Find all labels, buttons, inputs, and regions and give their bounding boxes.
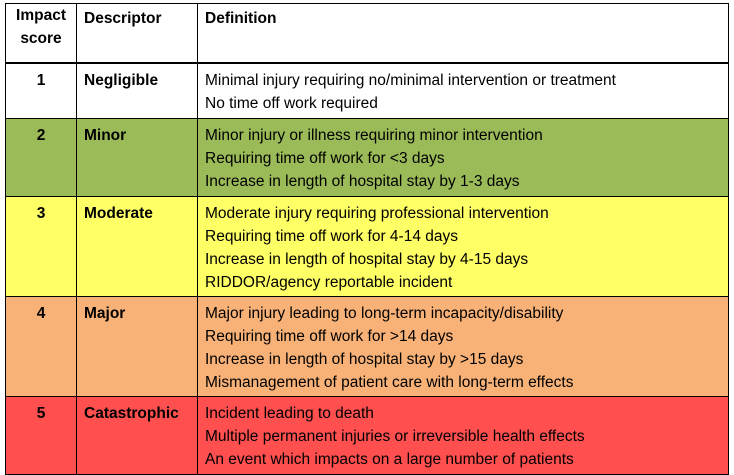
definition-line: Minimal injury requiring no/minimal intervention or treatment bbox=[205, 72, 616, 89]
definition-cell bbox=[198, 197, 729, 297]
table-row bbox=[6, 397, 729, 475]
definition-line: Increase in length of hospital stay by 4-15 days bbox=[205, 251, 529, 268]
definition-cell bbox=[198, 297, 729, 397]
impact-score-cell: 3 bbox=[6, 197, 77, 297]
impact-score-table bbox=[5, 3, 729, 475]
table-row bbox=[6, 197, 729, 297]
table-body bbox=[6, 63, 729, 475]
descriptor-cell: Catastrophic bbox=[77, 397, 198, 475]
definition-cell bbox=[198, 397, 729, 475]
definition-line: Minor injury or illness requiring minor intervention bbox=[205, 127, 543, 144]
definition-cell bbox=[198, 63, 729, 119]
header-impact-score bbox=[6, 4, 77, 64]
header-descriptor: Descriptor bbox=[77, 4, 198, 64]
impact-score-cell: 1 bbox=[6, 63, 77, 119]
table-row bbox=[6, 63, 729, 119]
descriptor-cell: Major bbox=[77, 297, 198, 397]
impact-score-cell: 4 bbox=[6, 297, 77, 397]
descriptor-cell: Minor bbox=[77, 119, 198, 197]
definition-line: Requiring time off work for 4-14 days bbox=[205, 228, 458, 245]
definition-line: RIDDOR/agency reportable incident bbox=[205, 274, 453, 291]
definition-line: Requiring time off work for >14 days bbox=[205, 328, 454, 345]
descriptor-cell: Moderate bbox=[77, 197, 198, 297]
definition-cell bbox=[198, 119, 729, 197]
definition-line: Moderate injury requiring professional intervention bbox=[205, 205, 549, 222]
definition-line: An event which impacts on a large number of patients bbox=[205, 451, 574, 468]
table-header-row bbox=[6, 4, 729, 64]
definition-line: Incident leading to death bbox=[205, 405, 374, 422]
definition-line: Mismanagement of patient care with long-term effects bbox=[205, 374, 574, 391]
table-row bbox=[6, 119, 729, 197]
definition-line: No time off work required bbox=[205, 95, 378, 112]
definition-line: Multiple permanent injuries or irreversible health effects bbox=[205, 428, 585, 445]
header-impact-score-line-2: score bbox=[20, 30, 62, 47]
descriptor-cell: Negligible bbox=[77, 63, 198, 119]
table-row bbox=[6, 297, 729, 397]
definition-line: Increase in length of hospital stay by >15 days bbox=[205, 351, 524, 368]
impact-score-table-container bbox=[5, 3, 728, 475]
header-impact-score-line-1: Impact bbox=[16, 7, 66, 24]
definition-line: Requiring time off work for <3 days bbox=[205, 150, 445, 167]
definition-line: Increase in length of hospital stay by 1-3 days bbox=[205, 173, 520, 190]
header-definition: Definition bbox=[198, 4, 729, 64]
definition-line: Major injury leading to long-term incapacity/disability bbox=[205, 305, 564, 322]
impact-score-cell: 5 bbox=[6, 397, 77, 475]
impact-score-cell: 2 bbox=[6, 119, 77, 197]
